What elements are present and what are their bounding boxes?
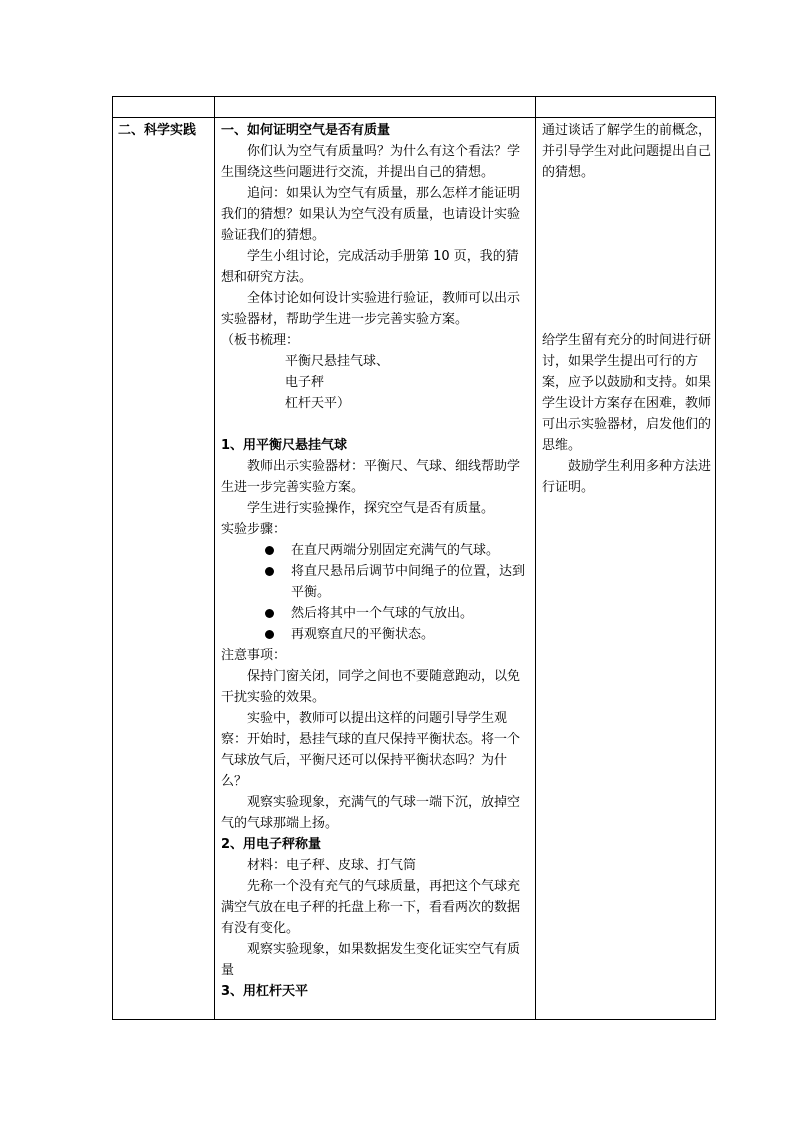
notes-label: 注意事项： <box>221 648 287 663</box>
paragraph-3: 学生小组讨论，完成活动手册第 10 页，我的猜想和研究方法。 <box>221 249 519 285</box>
bullet-icon <box>265 567 274 576</box>
paragraph-4: 全体讨论如何设计实验进行验证，教师可以出示实验器材，帮助学生进一步完善实验方案。 <box>221 291 521 327</box>
table-border-bottom <box>112 1019 716 1020</box>
step-text: 将直尺悬吊后调节中间绳子的位置，达到平衡。 <box>291 564 526 600</box>
step-text: 在直尺两端分别固定充满气的气球。 <box>291 543 500 558</box>
notes-cell-mid <box>542 330 711 498</box>
table-border-right <box>715 96 716 1020</box>
board-item-2: 电子秤 <box>285 375 325 390</box>
paragraph-12: 观察实验现象，如果数据发生变化证实空气有质量 <box>221 942 521 978</box>
bullet-icon <box>265 609 274 618</box>
heading-1: 一、如何证明空气是否有质量 <box>221 123 391 138</box>
bullet-icon <box>265 546 274 555</box>
heading-2: 1、用平衡尺悬挂气球 <box>221 438 348 453</box>
paragraph-5: 教师出示实验器材：平衡尺、气球、细线帮助学生进一步完善实验方案。 <box>221 459 521 495</box>
bullet-icon <box>265 630 274 639</box>
steps-label: 实验步骤： <box>221 522 287 537</box>
section-label-cell <box>118 120 210 141</box>
paragraph-9: 观察实验现象，充满气的气球一端下沉，放掉空气的气球那端上扬。 <box>221 795 521 831</box>
board-item-3: 杠杆天平） <box>285 396 351 411</box>
section-label: 二、科学实践 <box>118 123 197 138</box>
paragraph-8: 实验中，教师可以提出这样的问题引导学生观察：开始时，悬挂气球的直尺保持平衡状态。将一个气球放气后，平衡尺还可以保持平衡状态吗？为什么？ <box>221 711 521 789</box>
table-col-divider-1 <box>214 96 215 1020</box>
step-item <box>221 561 530 603</box>
note-1: 通过谈话了解学生的前概念，并引导学生对此问题提出自己的猜想。 <box>542 123 712 180</box>
note-3: 鼓励学生利用多种方法进行证明。 <box>542 459 712 495</box>
step-text: 再观察直尺的平衡状态。 <box>291 627 435 642</box>
notes-cell-top <box>542 120 711 183</box>
paragraph-7: 保持门窗关闭，同学之间也不要随意跑动，以免干扰实验的效果。 <box>221 669 521 705</box>
table-border-left <box>112 96 113 1020</box>
board-item-1: 平衡尺悬挂气球、 <box>285 354 390 369</box>
table-row-divider <box>112 117 716 118</box>
note-2: 给学生留有充分的时间进行研讨，如果学生提出可行的方案，应予以鼓励和支持。如果学生设计方案存在困难，教师可出示实验器材，启发他们的思维。 <box>542 333 712 453</box>
step-item <box>221 603 530 624</box>
blank-line <box>221 414 530 435</box>
heading-3: 2、用电子秤称量 <box>221 837 322 852</box>
paragraph-11: 先称一个没有充气的气球质量，再把这个气球充满空气放在电子秤的托盘上称一下，看看两次的数据有没有变化。 <box>221 879 521 936</box>
board-label: （板书梳理： <box>221 333 300 348</box>
step-text: 然后将其中一个气球的气放出。 <box>291 606 474 621</box>
table-col-divider-2 <box>535 96 536 1020</box>
paragraph-6: 学生进行实验操作，探究空气是否有质量。 <box>247 501 495 516</box>
paragraph-1: 你们认为空气有质量吗？为什么有这个看法？学生围绕这些问题进行交流，并提出自己的猜想。 <box>221 144 521 180</box>
step-item <box>221 624 530 645</box>
paragraph-10: 材料：电子秤、皮球、打气筒 <box>247 858 417 873</box>
paragraph-2: 追问：如果认为空气有质量，那么怎样才能证明我们的猜想？如果认为空气没有质量，也请设计实验验证我们的猜想。 <box>221 186 521 243</box>
table-border-top <box>112 96 716 97</box>
heading-4: 3、用杠杆天平 <box>221 984 309 999</box>
content-cell <box>221 120 530 1002</box>
step-item <box>221 540 530 561</box>
